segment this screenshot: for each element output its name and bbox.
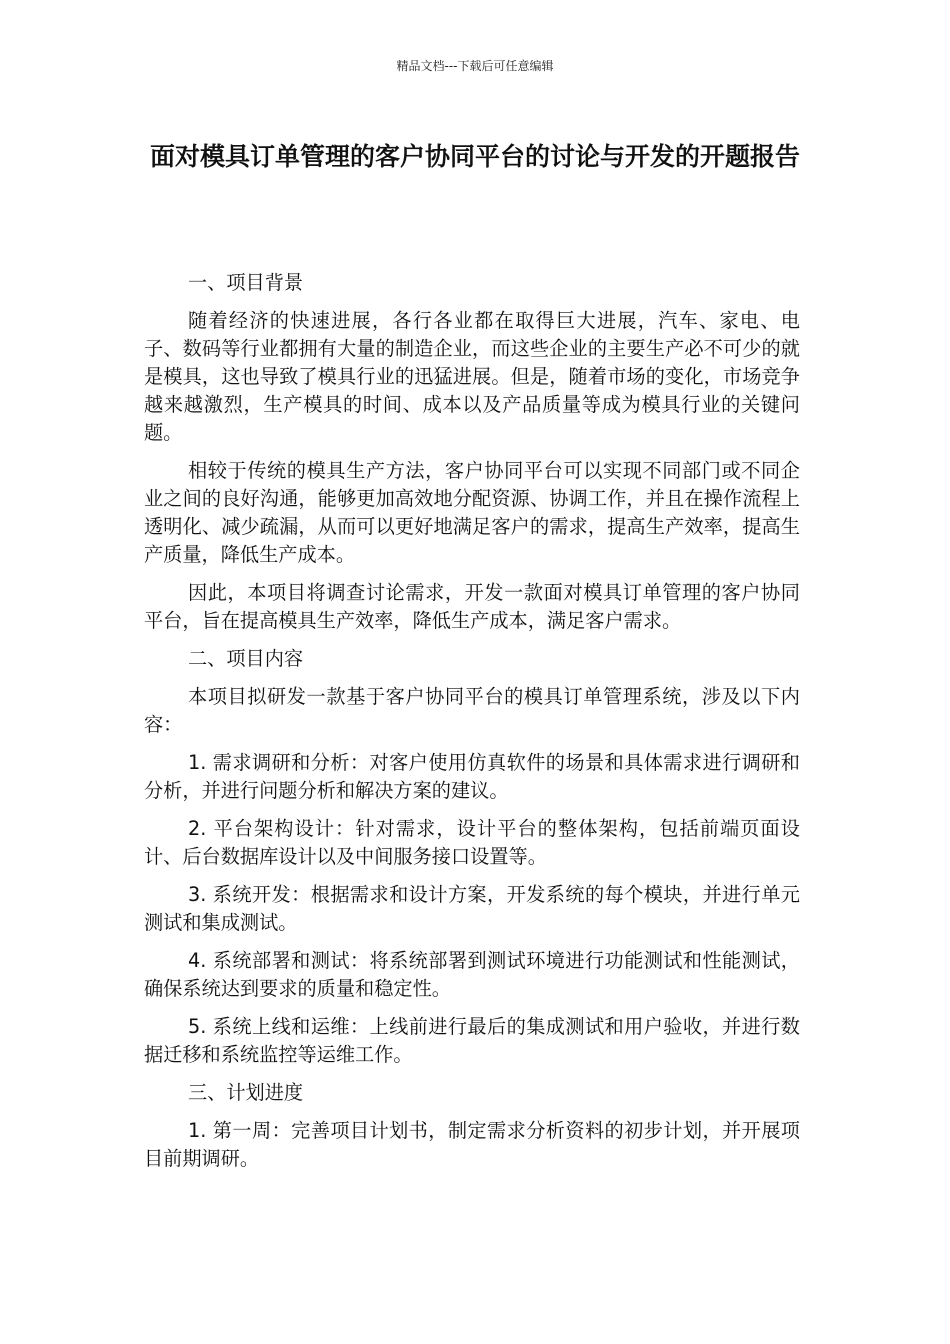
section-heading-schedule: 三、计划进度 [188,1081,304,1104]
paragraph-background-1: 随着经济的快速进展，各行各业都在取得巨大进展，汽车、家电、电子、数码等行业都拥有大量的制造企业，而这些企业的主要生产必不可少的就是模具，这也导致了模具行业的迅猛进展。但是，随着市场的变化，市场竞争越来越激烈，生产模具的时间、成本以及产品质量等成为模具行业的关键问题。 [144,309,800,444]
paragraph-content-intro: 本项目拟研发一款基于客户协同平台的模具订单管理系统，涉及以下内容： [144,685,800,736]
section-heading-content: 二、项目内容 [188,647,304,670]
list-item-content-3: 3. 系统开发：根据需求和设计方案，开发系统的每个模块，并进行单元测试和集成测试。 [144,883,800,934]
document-title: 面对模具订单管理的客户协同平台的讨论与开发的开题报告 [149,142,800,171]
paragraph-background-3: 因此，本项目将调查讨论需求，开发一款面对模具订单管理的客户协同平台，旨在提高模具生产效率，降低生产成本，满足客户需求。 [144,581,800,632]
paragraph-background-2: 相较于传统的模具生产方法，客户协同平台可以实现不同部门或不同企业之间的良好沟通，能够更加高效地分配资源、协调工作，并且在操作流程上透明化、减少疏漏，从而可以更好地满足客户的需求，提高生产效率，提高生产质量，降低生产成本。 [144,459,800,566]
list-item-schedule-1: 1. 第一周：完善项目计划书，制定需求分析资料的初步计划，并开展项目前期调研。 [144,1119,800,1170]
section-heading-background: 一、项目背景 [188,271,304,294]
list-item-content-1: 1. 需求调研和分析：对客户使用仿真软件的场景和具体需求进行调研和分析，并进行问题分析和解决方案的建议。 [144,751,800,802]
list-item-content-4: 4. 系统部署和测试：将系统部署到测试环境进行功能测试和性能测试，确保系统达到要求的质量和稳定性。 [144,949,800,1000]
list-item-content-5: 5. 系统上线和运维：上线前进行最后的集成测试和用户验收，并进行数据迁移和系统监控等运维工作。 [144,1015,800,1066]
page-header: 精品文档---下载后可任意编辑 [396,59,554,73]
list-item-content-2: 2. 平台架构设计：针对需求，设计平台的整体架构，包括前端页面设计、后台数据库设计以及中间服务接口设置等。 [144,817,800,868]
document-body [144,269,800,1183]
